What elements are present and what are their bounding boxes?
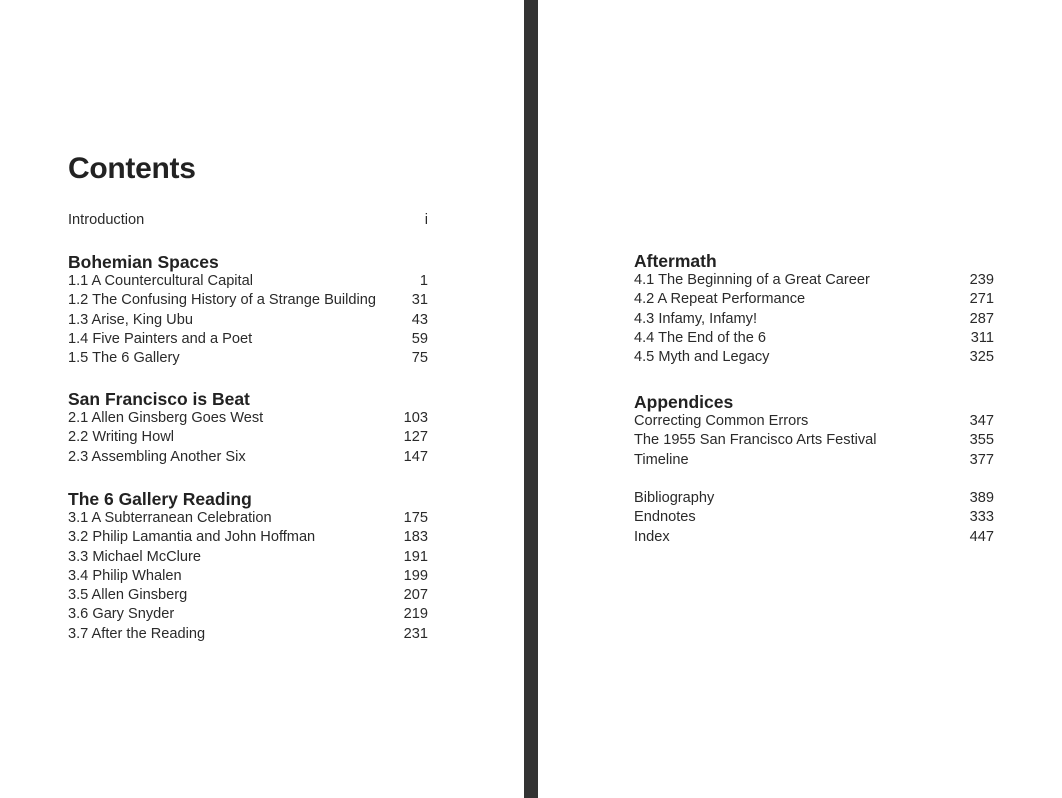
entry-title: 2.1 Allen Ginsberg Goes West (68, 410, 264, 426)
entry-title: 3.5 Allen Ginsberg (68, 587, 188, 604)
entry-page: 347 (969, 413, 994, 429)
entry-title: 4.1 The Beginning of a Great Career (634, 272, 870, 288)
toc-entry[interactable] (634, 508, 994, 527)
entry-page: i (424, 212, 428, 228)
entry-page: 311 (970, 329, 994, 346)
entry-page: 199 (403, 567, 428, 584)
toc-entry[interactable] (68, 625, 428, 644)
toc-entry[interactable] (68, 409, 428, 428)
entry-title: 4.4 The End of the 6 (634, 329, 766, 346)
entry-page: 333 (969, 509, 994, 526)
toc-entry[interactable] (634, 431, 994, 450)
entry-page: 43 (411, 311, 428, 328)
entry-title: 1.4 Five Painters and a Poet (68, 330, 253, 347)
toc-entry[interactable] (68, 311, 428, 330)
toc-entry[interactable] (634, 451, 994, 470)
toc-entry[interactable] (68, 605, 428, 624)
toc-entry[interactable] (68, 330, 428, 349)
entry-page: 1 (419, 273, 428, 289)
toc-entry[interactable] (634, 528, 994, 547)
toc-section-aftermath (634, 251, 994, 367)
entry-page: 59 (411, 330, 428, 347)
entry-title: 4.2 A Repeat Performance (634, 291, 806, 308)
entry-page: 103 (403, 410, 428, 426)
section-heading: Appendices (634, 392, 734, 412)
toc-back-matter (634, 489, 994, 547)
section-heading: Bohemian Spaces (68, 252, 219, 272)
book-spine-gutter (524, 0, 538, 798)
toc-entry[interactable] (634, 271, 994, 290)
entry-title: 3.7 After the Reading (68, 625, 206, 642)
entry-title: 3.4 Philip Whalen (68, 567, 182, 584)
entry-title: Endnotes (634, 509, 696, 526)
entry-page: 147 (403, 448, 428, 465)
toc-entry[interactable] (634, 348, 994, 367)
toc-section-the-6-gallery-reading (68, 489, 428, 644)
toc-entry[interactable] (634, 290, 994, 309)
toc-entry[interactable] (68, 272, 428, 291)
toc-entry[interactable] (634, 412, 994, 431)
contents-title: Contents (68, 152, 196, 185)
entry-page: 31 (411, 292, 428, 309)
toc-entry[interactable] (634, 489, 994, 508)
entry-title: Correcting Common Errors (634, 413, 809, 429)
toc-section-appendices (634, 392, 994, 470)
toc-section-bohemian-spaces (68, 252, 428, 368)
toc-entry[interactable] (68, 448, 428, 467)
entry-title: 3.3 Michael McClure (68, 548, 202, 565)
entry-title: 3.2 Philip Lamantia and John Hoffman (68, 529, 316, 546)
entry-title: 1.3 Arise, King Ubu (68, 311, 193, 328)
entry-page: 183 (403, 529, 428, 546)
toc-entry[interactable] (68, 567, 428, 586)
entry-page: 231 (403, 625, 428, 642)
entry-title: 3.1 A Subterranean Celebration (68, 510, 272, 526)
left-page (0, 0, 524, 798)
entry-page: 219 (403, 606, 428, 623)
entry-page: 75 (411, 350, 428, 367)
entry-title: Index (634, 528, 670, 545)
toc-entry[interactable] (68, 211, 428, 230)
toc-entry[interactable] (68, 349, 428, 368)
toc-entry[interactable] (68, 586, 428, 605)
entry-title: Timeline (634, 451, 689, 468)
toc-introduction (68, 211, 428, 230)
entry-page: 447 (969, 528, 994, 545)
entry-title: 4.3 Infamy, Infamy! (634, 310, 758, 327)
entry-title: 3.6 Gary Snyder (68, 606, 175, 623)
section-heading: The 6 Gallery Reading (68, 489, 252, 509)
section-heading: Aftermath (634, 251, 717, 271)
entry-title: 1.2 The Confusing History of a Strange Building (68, 292, 377, 309)
entry-page: 239 (969, 272, 994, 288)
entry-title: The 1955 San Francisco Arts Festival (634, 432, 877, 449)
entry-title: Bibliography (634, 490, 715, 506)
toc-entry[interactable] (68, 428, 428, 447)
entry-title: 1.5 The 6 Gallery (68, 350, 180, 367)
toc-section-san-francisco-is-beat (68, 389, 428, 467)
entry-page: 287 (969, 310, 994, 327)
entry-page: 377 (969, 451, 994, 468)
entry-page: 175 (403, 510, 428, 526)
toc-entry[interactable] (68, 509, 428, 528)
entry-page: 355 (969, 432, 994, 449)
toc-entry[interactable] (634, 310, 994, 329)
entry-page: 271 (969, 291, 994, 308)
right-page (538, 0, 1062, 798)
entry-page: 207 (403, 587, 428, 604)
entry-page: 389 (969, 490, 994, 506)
entry-title: 2.3 Assembling Another Six (68, 448, 246, 465)
toc-entry[interactable] (634, 329, 994, 348)
entry-title: 2.2 Writing Howl (68, 429, 174, 446)
entry-title: 4.5 Myth and Legacy (634, 349, 770, 366)
entry-page: 325 (969, 349, 994, 366)
entry-title: 1.1 A Countercultural Capital (68, 273, 253, 289)
entry-title: Introduction (68, 212, 145, 228)
entry-page: 127 (403, 429, 428, 446)
toc-entry[interactable] (68, 548, 428, 567)
section-heading: San Francisco is Beat (68, 389, 250, 409)
toc-entry[interactable] (68, 528, 428, 547)
toc-entry[interactable] (68, 291, 428, 310)
entry-page: 191 (403, 548, 428, 565)
